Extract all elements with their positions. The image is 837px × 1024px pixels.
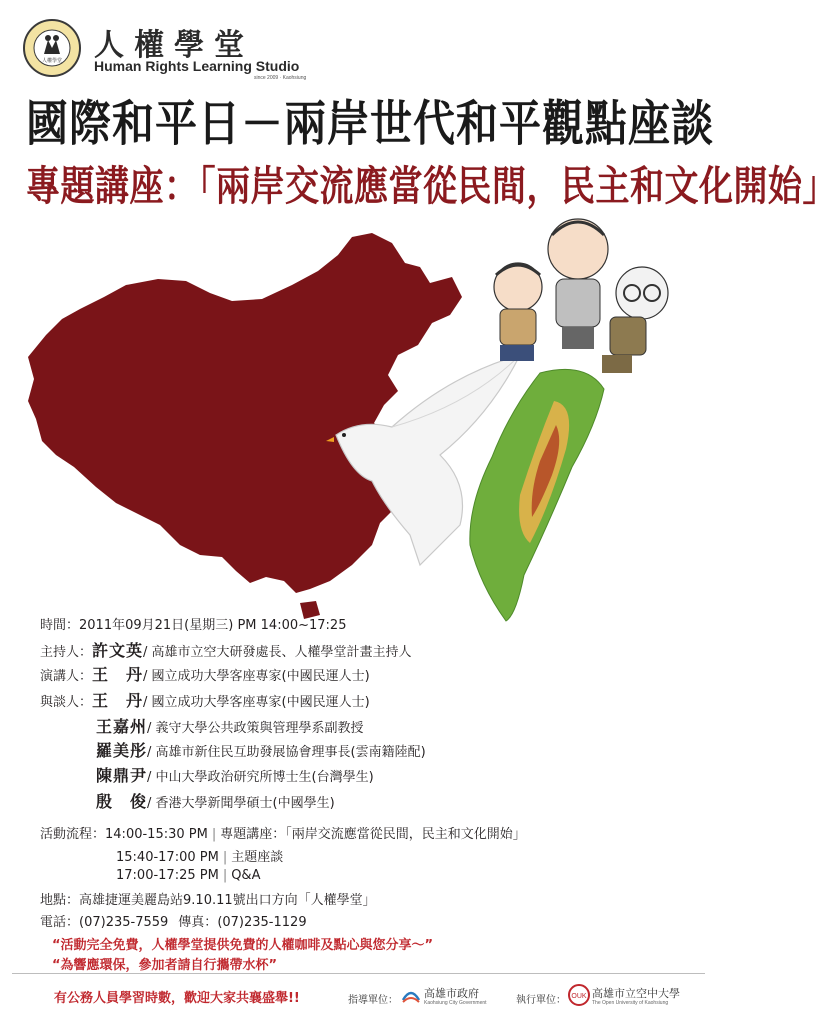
time-label: 時間： [40, 618, 80, 633]
contact-row [40, 911, 307, 930]
panelist-desc: / 義守大學公共政策與管理學系副教授 [147, 721, 364, 736]
schedule-row: 活動流程：14:00-15:30 PM | 專題講座：「兩岸交流應當從民間，民主和文化開始」 [40, 827, 526, 842]
footer-divider [12, 973, 705, 974]
guide-org-name-en: Kaohsiung City Government [424, 1000, 487, 1006]
schedule-time: 15:40-17:00 PM [116, 850, 219, 865]
free-event-note: “活動完全免費，人權學堂提供免費的人權咖啡及點心與您分享～” [52, 938, 434, 953]
host-desc: / 高雄市立空大研發處長、人權學堂計畫主持人 [143, 645, 412, 660]
panelist-name: 殷 俊 [96, 792, 148, 811]
ouk-logo-text: OUK [571, 993, 587, 1000]
fax-label: 傳真： [178, 915, 218, 930]
poster-illustration [0, 205, 717, 625]
host-name: 許文英 [92, 641, 144, 660]
fax-value: (07)235-1129 [217, 915, 307, 930]
schedule-time: 17:00-17:25 PM [116, 868, 219, 883]
taiwan-map-shape [470, 369, 604, 621]
china-map-shape [28, 233, 462, 593]
panelist-name: 王嘉州 [96, 717, 148, 736]
cartoon-people-icon [494, 219, 668, 373]
panel-row [40, 688, 370, 711]
panelist-desc: / 高雄市新住民互助發展協會理事長(雲南籍陸配) [147, 745, 426, 760]
schedule-item: Q&A [231, 868, 261, 883]
location-label: 地點： [40, 893, 80, 908]
guide-org-name: 高雄市政府 [424, 987, 479, 1000]
panelist-desc: / 國立成功大學客座專家(中國民運人士) [143, 695, 370, 710]
logo-name-en: Human Rights Learning Studio [94, 58, 300, 74]
speaker-row [40, 662, 370, 685]
speaker-label: 演講人： [40, 669, 93, 684]
panelist-desc: / 中山大學政治研究所博士生(台灣學生) [147, 770, 374, 785]
guide-label: 指導單位： [348, 995, 398, 1006]
schedule-time: 14:00-15:30 PM [105, 827, 208, 842]
time-row [40, 614, 346, 633]
schedule-label: 活動流程： [40, 827, 106, 842]
seal-logo-icon [22, 18, 82, 78]
phone-label: 電話： [40, 915, 80, 930]
phone-value: (07)235-7559 [79, 915, 169, 930]
exec-label: 執行單位： [516, 995, 566, 1006]
seal-inner-text: 人權學堂 [41, 58, 63, 64]
location-row [40, 889, 376, 908]
open-university-logo-icon [568, 984, 590, 1006]
schedule-row: 15:40-17:00 PM | 主題座談 [116, 850, 284, 865]
panelist-row [96, 763, 374, 786]
logo-name-cn: 人權學堂 [94, 28, 254, 63]
panelist-name: 陳鼎尹 [96, 766, 148, 785]
page-subtitle: 專題講座：「兩岸交流應當從民間，民主和文化開始」 [26, 162, 837, 211]
schedule-item: 專題講座：「兩岸交流應當從民間，民主和文化開始」 [220, 827, 526, 842]
footer-slogan: 有公務人員學習時數，歡迎大家共襄盛舉!! [54, 991, 300, 1006]
exec-org-name-en: The Open University of Kaohsiung [592, 1000, 669, 1006]
speaker-name: 王 丹 [92, 665, 144, 684]
schedule-row: 17:00-17:25 PM | Q&A [116, 868, 261, 883]
logo-since: since 2009 · Kaohsiung [254, 75, 307, 81]
panelist-desc: / 香港大學新聞學碩士(中國學生) [147, 796, 335, 811]
location-value: 高雄捷運美麗島站9.10.11號出口方向「人權學堂」 [79, 893, 376, 908]
page-title: 國際和平日－兩岸世代和平觀點座談 [26, 95, 715, 152]
eco-note: “為響應環保，參加者請自行攜帶水杯” [52, 958, 278, 973]
host-row [40, 638, 412, 661]
panelist-row [96, 714, 364, 737]
header-logo [22, 18, 322, 80]
panelist-row [96, 738, 426, 761]
panelist-name: 羅美彤 [96, 741, 148, 760]
speaker-desc: / 國立成功大學客座專家(中國民運人士) [143, 669, 370, 684]
schedule-item: 主題座談 [231, 850, 284, 865]
time-value: 2011年09月21日(星期三) PM 14:00~17:25 [79, 618, 347, 633]
host-label: 主持人： [40, 645, 93, 660]
panelist-name: 王 丹 [92, 691, 144, 710]
panel-label: 與談人： [40, 695, 93, 710]
kaohsiung-city-logo-icon [400, 984, 422, 1006]
exec-org-name: 高雄市立空中大學 [592, 987, 680, 1000]
panelist-row [96, 789, 335, 812]
